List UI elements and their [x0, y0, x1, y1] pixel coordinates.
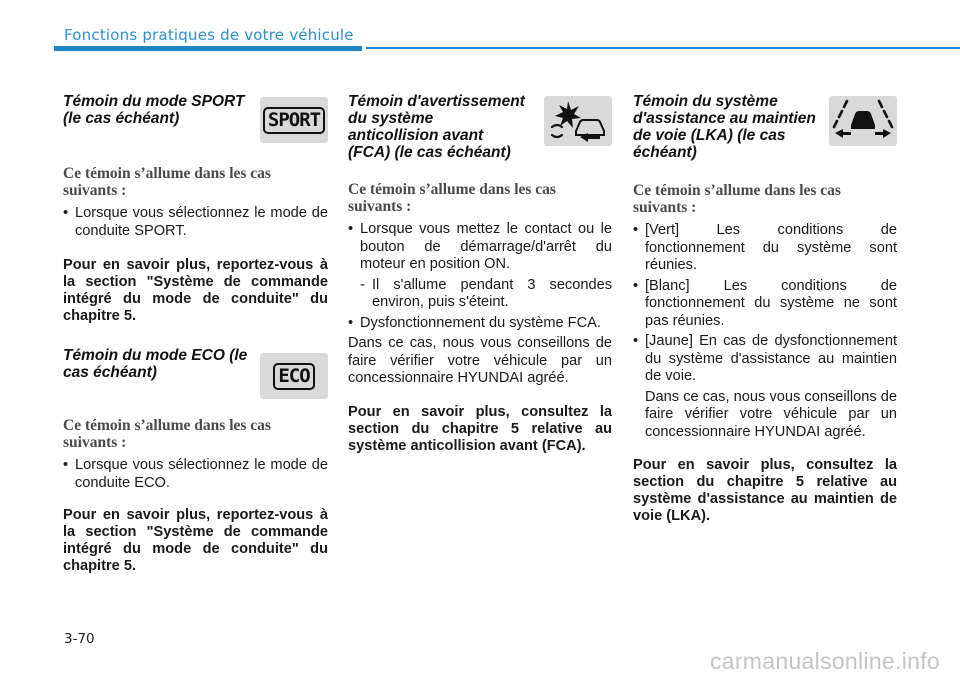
header-rule-thin — [366, 47, 960, 49]
bullet-list — [63, 457, 328, 492]
sub-item-text: Il s'allume pendant 3 secondes environ, puis s'éteint. — [372, 276, 612, 310]
section-note: Pour en savoir plus, consultez la section du chapitre 5 relative au système d'assistance au maintien de voie (LKA). — [633, 457, 897, 524]
section-lead: Ce témoin s’allume dans les cas suivants : — [633, 182, 841, 216]
column-right — [633, 93, 897, 525]
section-title: Témoin du système d'assistance au maintien de voie (LKA) (le cas échéant) — [633, 93, 816, 161]
section-paragraph: Dans ce cas, nous vous conseillons de faire vérifier votre véhicule par un concessionnaire HYUNDAI agréé. — [348, 335, 612, 386]
section-lka-header — [633, 93, 897, 161]
section-eco — [63, 347, 328, 575]
list-item: • Lorsque vous sélectionnez le mode de conduite ECO. — [63, 457, 328, 492]
forward-collision-warning-icon — [544, 96, 612, 146]
bullet-list — [348, 315, 612, 333]
list-item: • [Blanc] Les conditions de fonctionnement du système ne sont pas réunies. — [633, 278, 897, 331]
list-item: • [Jaune] En cas de dysfonctionnement du système d'assistance au maintien de voie. — [633, 333, 897, 386]
sub-list-item — [348, 277, 612, 312]
bullet-list — [348, 221, 612, 274]
section-lead: Ce témoin s’allume dans les cas suivants : — [63, 165, 271, 199]
sport-icon-text: SPORT — [263, 107, 325, 134]
bullet-list — [63, 205, 328, 240]
bullet-list — [633, 222, 897, 386]
fca-icon-glyph — [546, 97, 610, 145]
list-item: • Dysfonctionnement du système FCA. — [348, 315, 612, 333]
section-lka — [633, 93, 897, 525]
eco-icon-text: ECO — [273, 363, 314, 390]
section-sport — [63, 93, 328, 325]
list-item: • [Vert] Les conditions de fonctionnement du système sont réunies. — [633, 222, 897, 275]
section-note: Pour en savoir plus, consultez la section du chapitre 5 relative au système anticollision avant (FCA). — [348, 403, 612, 454]
header-rule-thick — [54, 46, 362, 51]
section-eco-header — [63, 347, 328, 395]
bullet-continuation: Dans ce cas, nous vous conseillons de faire vérifier votre véhicule par un concessionnaire HYUNDAI agréé. — [645, 388, 897, 440]
section-note: Pour en savoir plus, reportez-vous à la section "Système de commande intégré du mode de conduite" du chapitre 5. — [63, 507, 328, 574]
column-middle — [348, 93, 612, 455]
section-fca — [348, 93, 612, 455]
section-lead: Ce témoin s’allume dans les cas suivants : — [63, 417, 271, 451]
watermark: carmanualsonline.info — [709, 648, 940, 674]
list-item: • Lorsque vous sélectionnez le mode de conduite SPORT. — [63, 205, 328, 240]
column-left — [63, 93, 328, 575]
section-title: Témoin du mode ECO (le cas échéant) — [63, 347, 248, 381]
section-title: Témoin du mode SPORT (le cas échéant) — [63, 93, 245, 127]
sport-mode-indicator-icon — [260, 97, 328, 143]
section-sport-header — [63, 93, 328, 141]
chapter-header-title: Fonctions pratiques de votre véhicule — [64, 26, 354, 44]
section-lead: Ce témoin s’allume dans les cas suivants : — [348, 181, 556, 215]
eco-mode-indicator-icon — [260, 353, 328, 399]
list-item: • Lorsque vous mettez le contact ou le bouton de démarrage/d'arrêt du moteur en position ON. — [348, 221, 612, 274]
section-note: Pour en savoir plus, reportez-vous à la section "Système de commande intégré du mode de conduite" du chapitre 5. — [63, 257, 328, 324]
lka-icon-glyph — [831, 97, 895, 145]
section-title: Témoin d'avertissement du système anticollision avant (FCA) (le cas échéant) — [348, 93, 525, 161]
section-fca-header — [348, 93, 612, 161]
dash-marker: - — [360, 276, 365, 293]
page-number: 3-70 — [64, 631, 95, 647]
lane-keeping-assist-icon — [829, 96, 897, 146]
